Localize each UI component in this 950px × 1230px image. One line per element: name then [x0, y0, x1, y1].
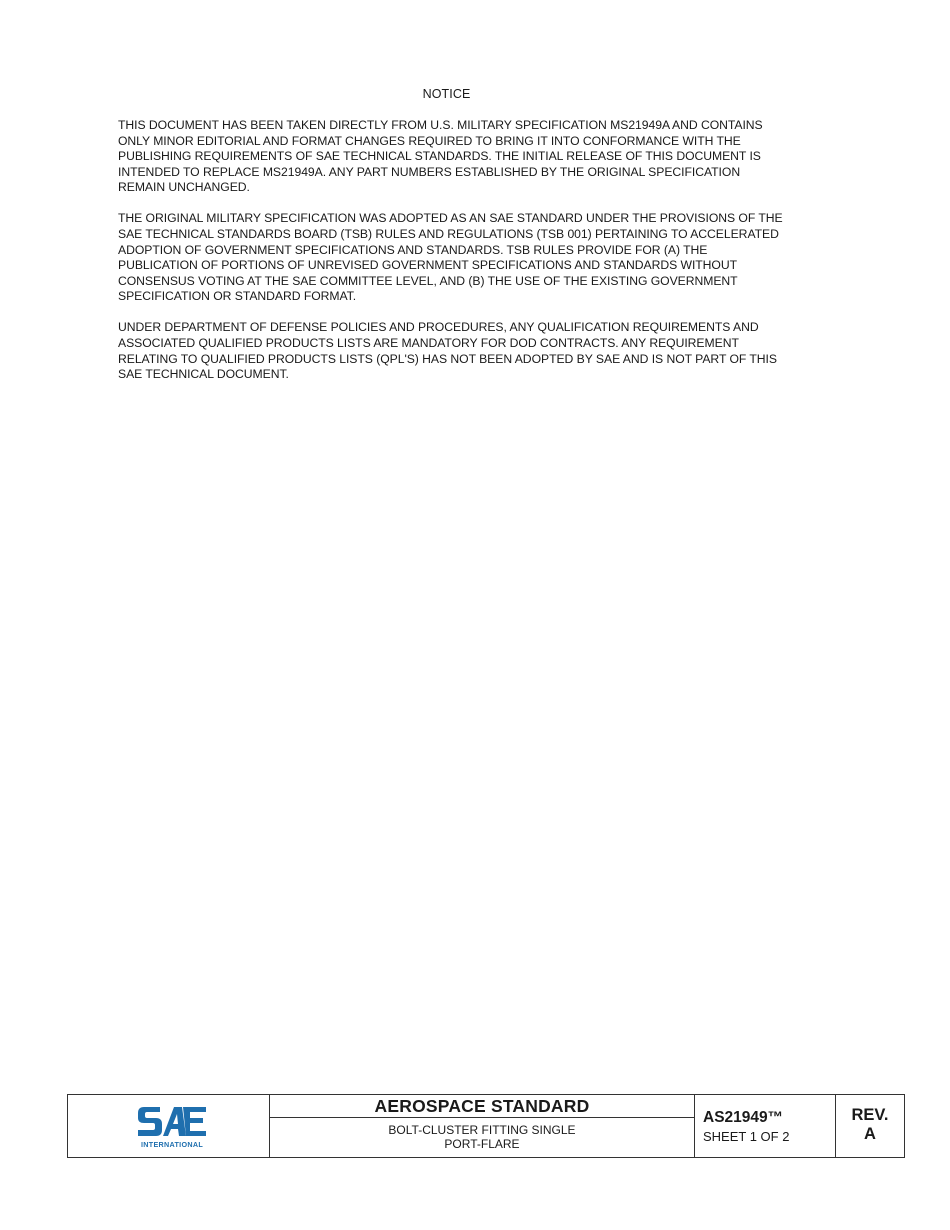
revision-cell [836, 1095, 904, 1157]
notice-paragraph: THE ORIGINAL MILITARY SPECIFICATION WAS ADOPTED AS AN SAE STANDARD UNDER THE PROVISIONS OF THE SAE TECHNICAL STANDARDS BOARD (TSB) RULES AND REGULATIONS (TSB 001) PERTAINING TO ACCELERATED ADOPTION OF GOVERNMENT SPECIFICATIONS AND STANDARDS. TSB RULES PROVIDE FOR (A) THE PUBLICATION OF PORTIONS OF UNREVISED GOVERNMENT SPECIFICATIONS AND STANDARDS WITHOUT CONSENSUS VOTING AT THE SAE COMMITTEE LEVEL, AND (B) THE USE OF THE EXISTING GOVERNMENT SPECIFICATION OR STANDARD FORMAT. [118, 211, 783, 304]
doc-number-cell [695, 1095, 836, 1157]
document-title-line: PORT-FLARE [444, 1137, 520, 1151]
sae-logo-mark-icon [136, 1103, 208, 1141]
title-block [67, 1094, 905, 1158]
logo-cell [68, 1095, 270, 1157]
document-number: AS21949™ [703, 1109, 784, 1126]
notice-paragraph: UNDER DEPARTMENT OF DEFENSE POLICIES AND PROCEDURES, ANY QUALIFICATION REQUIREMENTS AND ASSOCIATED QUALIFIED PRODUCTS LISTS ARE MANDATORY FOR DOD CONTRACTS. ANY REQUIREMENT RELATING TO QUALIFIED PRODUCTS LISTS (QPL'S) HAS NOT BEEN ADOPTED BY SAE AND IS NOT PART OF THIS SAE TECHNICAL DOCUMENT. [118, 320, 777, 382]
notice-heading: NOTICE [422, 87, 471, 101]
revision [836, 1106, 904, 1144]
notice-paragraph: THIS DOCUMENT HAS BEEN TAKEN DIRECTLY FROM U.S. MILITARY SPECIFICATION MS21949A AND CONTAINS ONLY MINOR EDITORIAL AND FORMAT CHANGES REQUIRED TO BRING IT INTO CONFORMANCE WITH THE PUBLISHING REQUIREMENTS OF SAE TECHNICAL STANDARDS. THE INITIAL RELEASE OF THIS DOCUMENT IS INTENDED TO REPLACE MS21949A. ANY PART NUMBERS ESTABLISHED BY THE ORIGINAL SPECIFICATION REMAIN UNCHANGED. [118, 118, 763, 195]
revision-value: A [864, 1125, 876, 1143]
revision-label: REV. [851, 1106, 889, 1124]
document-title [270, 1123, 694, 1151]
notice-body [118, 118, 790, 398]
sheet-number: SHEET 1 OF 2 [703, 1129, 790, 1144]
standard-type: AEROSPACE STANDARD [270, 1095, 694, 1118]
document-title-line: BOLT-CLUSTER FITTING SINGLE [388, 1123, 576, 1137]
logo-subtext: INTERNATIONAL [140, 1140, 204, 1149]
sae-logo [136, 1103, 208, 1149]
title-cell [270, 1095, 695, 1157]
